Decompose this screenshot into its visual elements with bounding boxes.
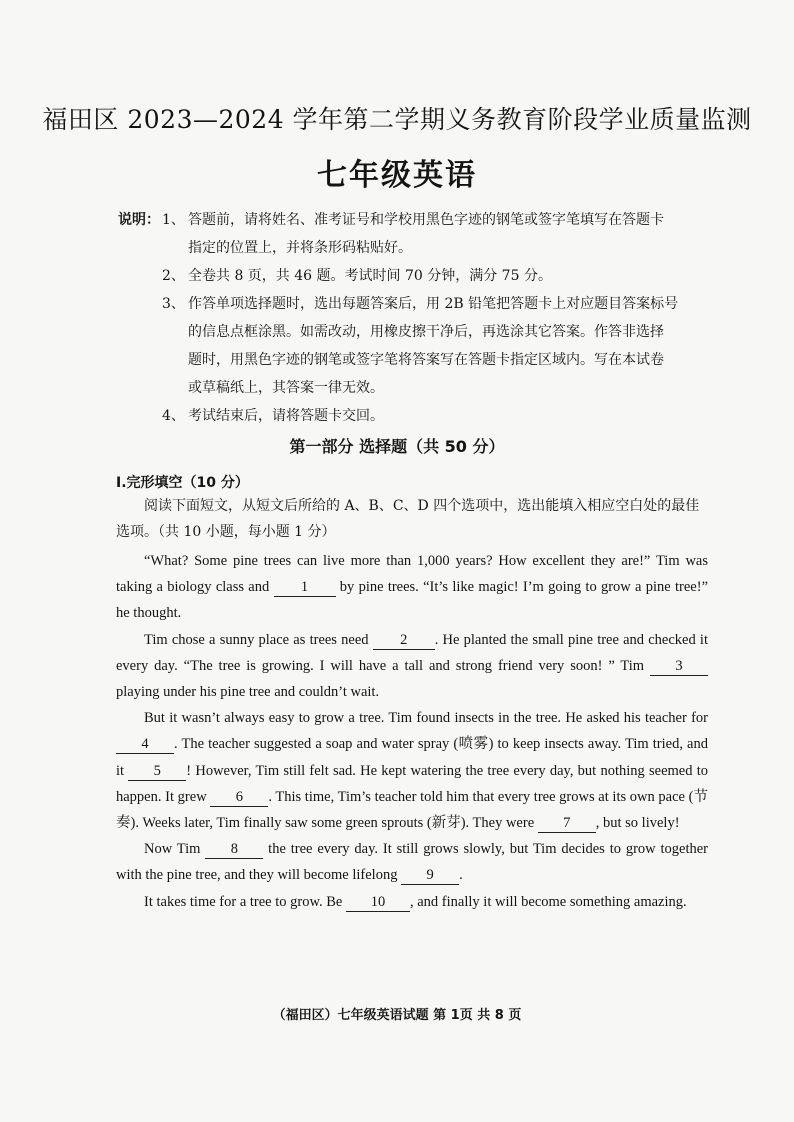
page-footer: （福田区）七年级英语试题 第 1页 共 8 页 bbox=[272, 1008, 522, 1023]
note-text: 答题前，请将姓名、准考证号和学校用黑色字迹的钢笔或签字笔填写在答题卡 bbox=[188, 212, 664, 228]
note-text: 题时，用黑色字迹的钢笔或签字笔将答案写在答题卡指定区域内。写在本试卷 bbox=[188, 352, 664, 368]
note-text: 全卷共 8 页，共 46 题。考试时间 70 分钟，满分 75 分。 bbox=[188, 268, 552, 284]
note-text: 指定的位置上，并将条形码粘贴好。 bbox=[188, 240, 412, 256]
blank-6[interactable]: 6 bbox=[210, 788, 268, 807]
note-item-2 bbox=[118, 262, 718, 290]
note-number: 1、 bbox=[162, 212, 185, 228]
notes-label: 说明： bbox=[118, 212, 160, 228]
note-text: 或草稿纸上，其答案一律无效。 bbox=[188, 380, 384, 396]
exam-subtitle: 七年级英语 bbox=[317, 158, 477, 193]
passage-paragraph-1: “What? Some pine trees can live more than 1,000 years? How excellent they are!” Tim was taking a biology class and 1 by pine trees. “It’s like magic! I’m going to grow a pine tree!” he thought. bbox=[116, 553, 708, 622]
note-text: 作答单项选择题时，选出每题答案后，用 2B 铅笔把答题卡上对应题目答案标号 bbox=[188, 296, 679, 312]
note-text: 的信息点框涂黑。如需改动，用橡皮擦干净后，再选涂其它答案。作答非选择 bbox=[188, 324, 664, 340]
passage-paragraph-2: Tim chose a sunny place as trees need 2 . He planted the small pine tree and checked it every day. “The tree is growing. I will have a tall and strong friend very soon! ” Tim 3 playing under his pine tree and couldn’t wait. bbox=[116, 631, 708, 701]
note-text: 考试结束后，请将答题卡交回。 bbox=[188, 408, 384, 424]
blank-10[interactable]: 10 bbox=[346, 893, 410, 912]
passage-paragraph-3: But it wasn’t always easy to grow a tree. Tim found insects in the tree. He asked his teacher for 4 . The teacher suggested a soap and water spray (喷雾) to keep insects away. Tim tried, and it 5 ! However, Tim still felt sad. He kept watering the tree every day, but nothing seemed to happen. It grew 6 . This time, Tim’s teacher told him that every tree grows at its own pace (节奏). Weeks later, Tim finally saw some green sprouts (新芽). They were 7 , but so lively! bbox=[116, 710, 708, 832]
exam-title: 福田区 2023—2024 学年第二学期义务教育阶段学业质量监测 bbox=[42, 105, 752, 134]
note-item-3 bbox=[118, 290, 718, 318]
passage-paragraph-5: It takes time for a tree to grow. Be 10 , and finally it will become something amazing. bbox=[144, 893, 687, 910]
note-number: 4、 bbox=[162, 408, 185, 424]
note-number: 2、 bbox=[162, 268, 185, 284]
blank-1[interactable]: 1 bbox=[274, 578, 336, 597]
blank-9[interactable]: 9 bbox=[401, 866, 459, 885]
note-item-4 bbox=[118, 402, 718, 430]
blank-3[interactable]: 3 bbox=[650, 657, 708, 676]
note-item-1 bbox=[118, 206, 718, 234]
blank-2[interactable]: 2 bbox=[373, 631, 435, 650]
blank-5[interactable]: 5 bbox=[128, 762, 186, 781]
part-heading: 第一部分 选择题（共 50 分） bbox=[289, 437, 505, 456]
blank-7[interactable]: 7 bbox=[538, 814, 596, 833]
section-instructions: 阅读下面短文，从短文后所给的 A、B、C、D 四个选项中，选出能填入相应空白处的最佳选项。（共 10 小题，每小题 1 分） bbox=[116, 498, 700, 540]
blank-4[interactable]: 4 bbox=[116, 735, 174, 754]
instructions-notes bbox=[118, 206, 718, 430]
section-heading: I.完形填空（10 分） bbox=[116, 475, 249, 491]
passage-paragraph-4: Now Tim 8 the tree every day. It still grows slowly, but Tim decides to grow together with the pine tree, and they will become lifelong 9 . bbox=[116, 841, 708, 884]
note-number: 3、 bbox=[162, 296, 185, 312]
blank-8[interactable]: 8 bbox=[205, 840, 263, 859]
cloze-passage bbox=[116, 548, 708, 915]
